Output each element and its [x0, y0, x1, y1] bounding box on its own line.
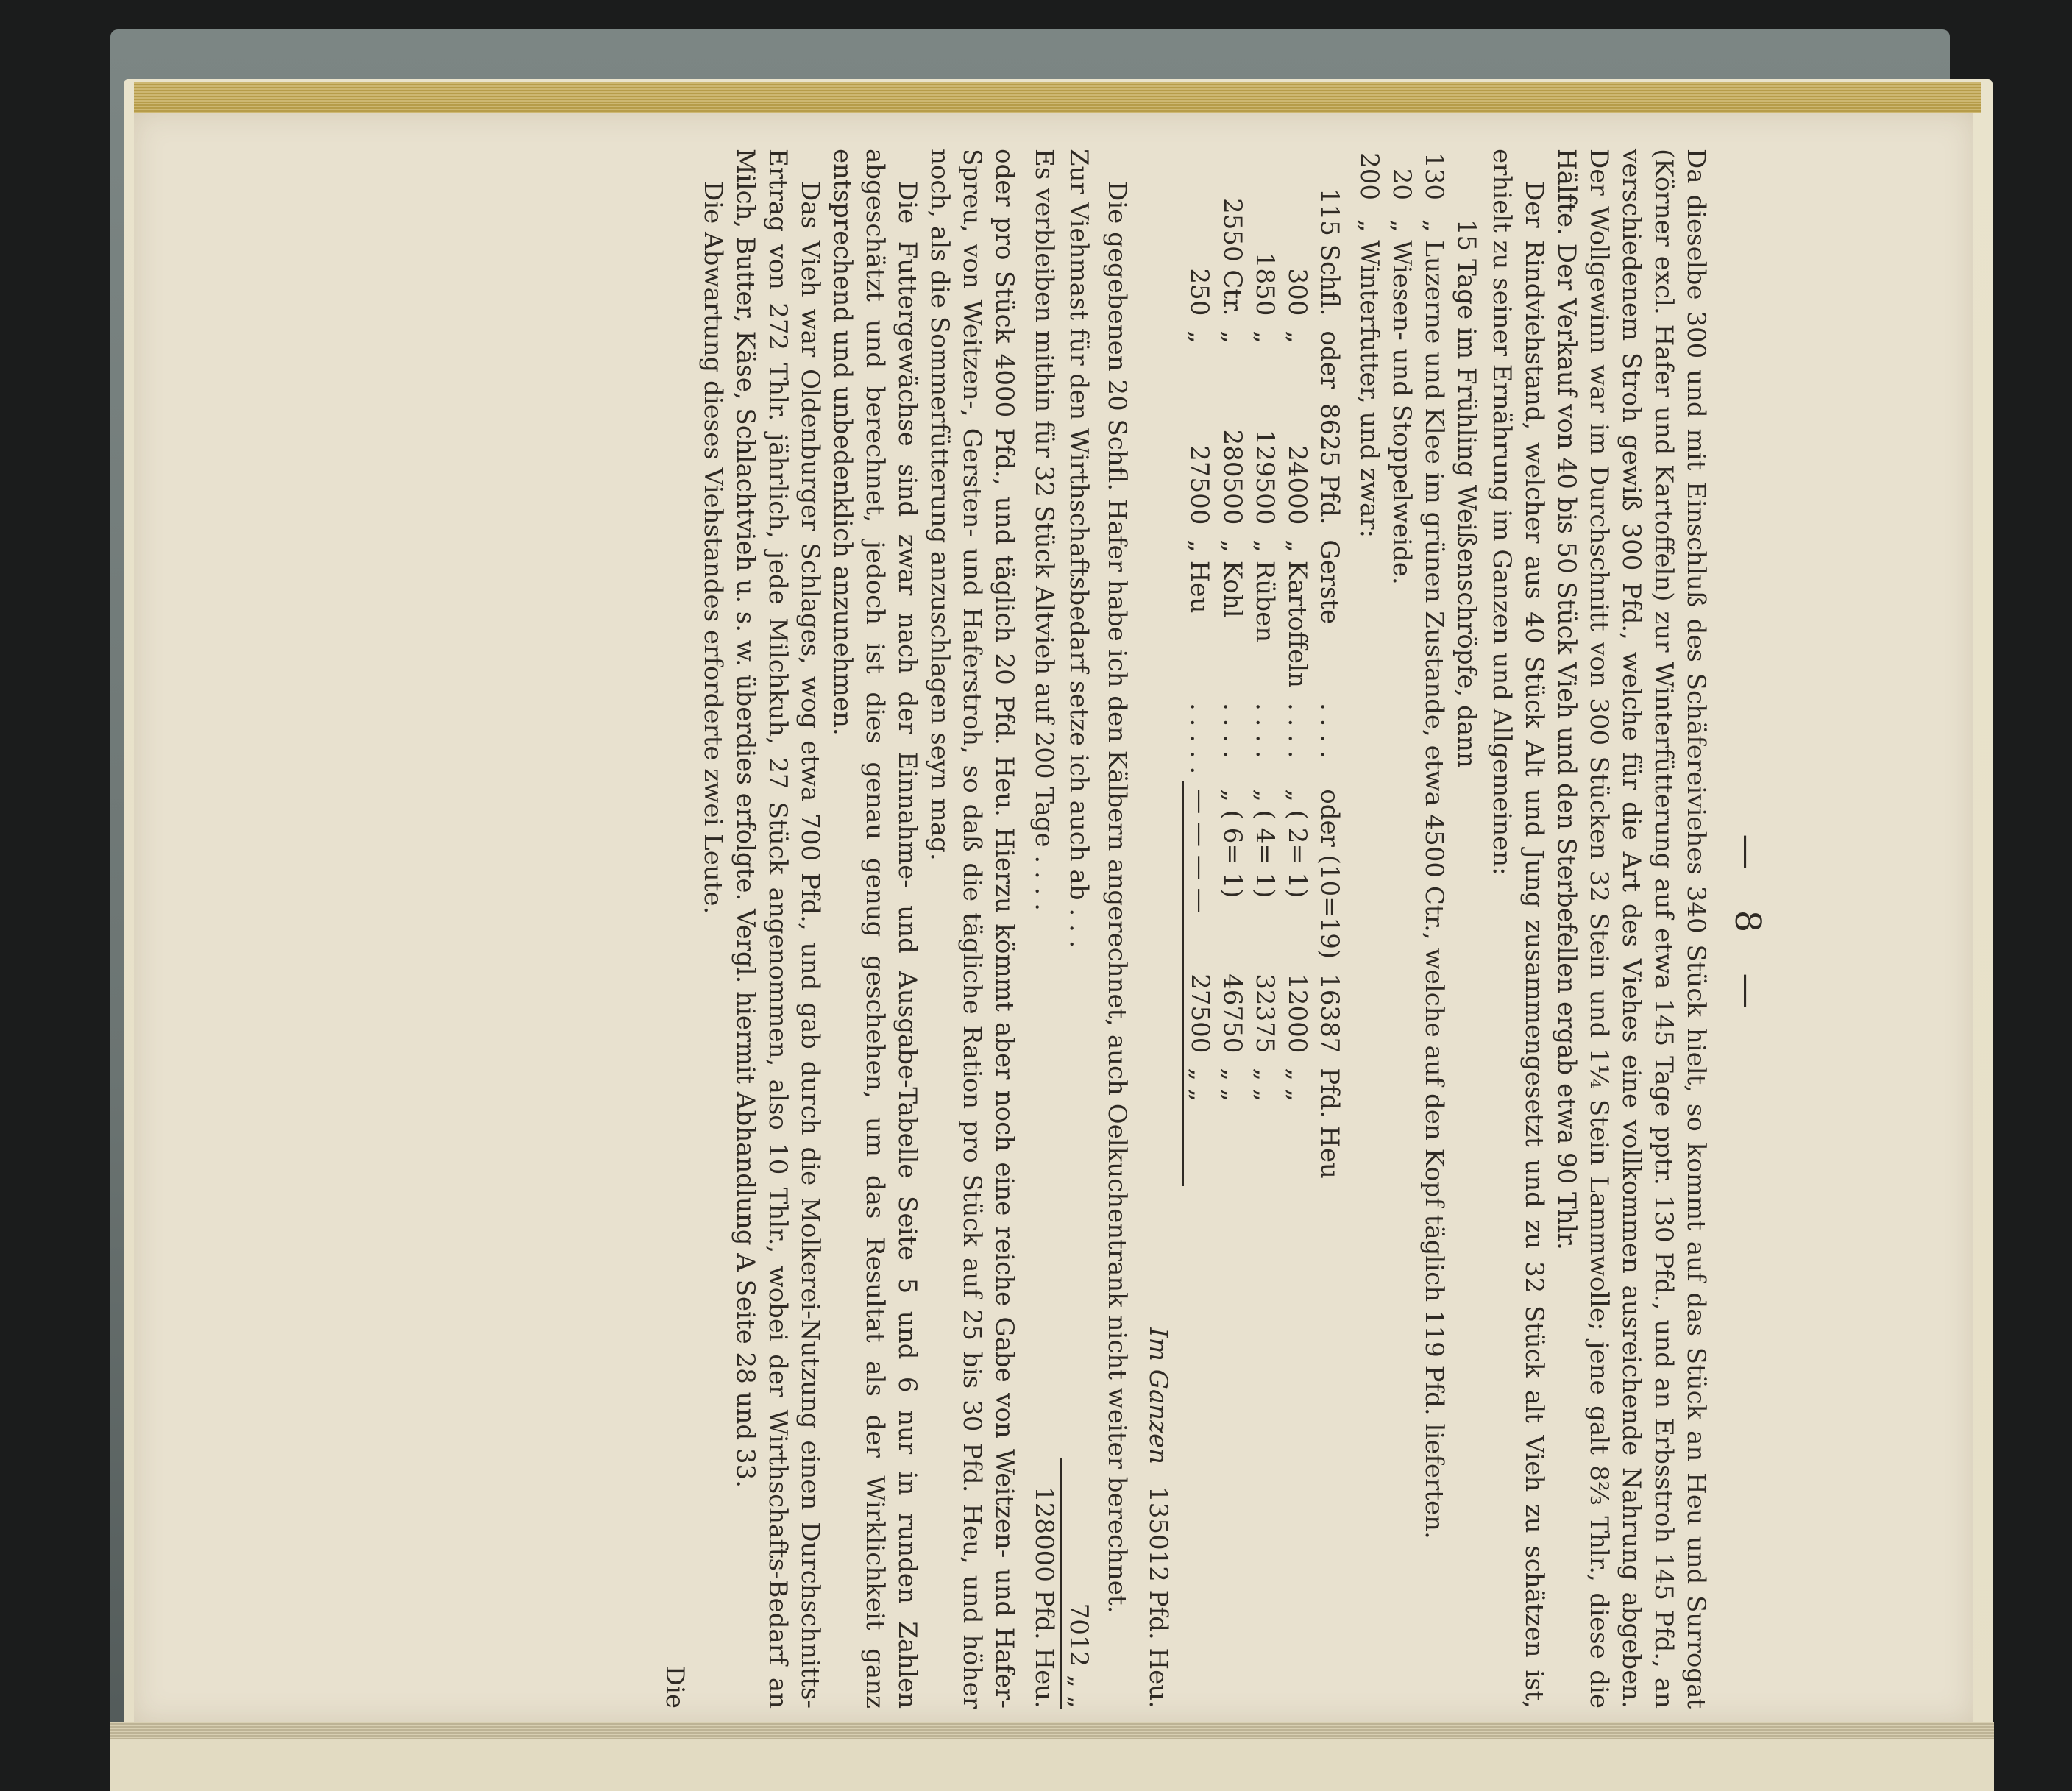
table-row: Zur Viehmast für den Wirthschaftsbedarf setze ich auch ab . . . 7012 „ „ — [1060, 149, 1095, 1709]
book-page — [134, 113, 1973, 1722]
deduction-rows — [1028, 149, 1095, 1709]
winter-feed-table — [1182, 181, 1346, 1186]
list-item: 200 „ Winterfutter, und zwar: — [1355, 152, 1384, 539]
rotated-text-block — [329, 149, 1768, 1709]
table-row: 250 „ 27500 „ Heu . . . . . — — — — 27500 „ „ — [1183, 181, 1217, 1186]
paragraph-2: Der Rindviehstand, welcher aus 40 Stück Alt und Jung zusammengesetzt und zu 32 Stück alt Vieh zu schätzen ist, erhielt zu seiner Ernährung im Ganzen und Allgemeinen: — [1487, 149, 1549, 1709]
facing-page-edge — [110, 1737, 1994, 1791]
feeding-list — [1353, 149, 1483, 1709]
table-row: 1850 „ 129500 „ Rüben . . . . „ ( 4= 1) 32375 „ „ — [1250, 252, 1280, 1102]
table-row: 115 Schfl. oder 8625 Pfd. Gerste . . . . oder (10=19) 16387 Pfd. Heu — [1315, 188, 1344, 1179]
gilt-page-edge — [134, 82, 1981, 113]
feed-total — [1142, 149, 1174, 1709]
list-item: 20 „ Wiesen- und Stoppelweide. — [1387, 168, 1416, 585]
paragraph-cattle: Das Vieh war Oldenburger Schlages, wog etwa 700 Pfd., und gab durch die Molkerei-Nutzung einen Durchschnitts-Ertrag von 272 Thlr. jährlich, jede Milchkuh, 27 Stück angenommen, also 10 Thlr., wobei der Wirthschafts-Bedarf an Milch, Butter, Käse, Schlachtvieh u. s. w. überdies erfolgte. Vergl. hiermit Abhandlung A Seite 28 und 33. — [731, 149, 825, 1709]
catchword: Die — [660, 1665, 689, 1709]
page-stack-edge — [110, 1722, 1994, 1739]
list-item: 130 „ Luzerne und Klee im grünen Zustande, etwa 4500 Ctr., welche auf den Kopf täglich 119 Pfd. lieferten. — [1419, 152, 1449, 1539]
total-label: Im Ganzen — [1143, 1327, 1173, 1465]
page-number: — 8 — — [1727, 834, 1768, 1024]
paragraph-fodder: Die Futtergewächse sind zwar nach der Einnahme- und Ausgabe-Tabelle Seite 5 und 6 nur in runden Zahlen abgeschätzt und berechnet, jedoch ist dies genau genug geschehen, um das Resultat als der Wirklichkeit ganz entsprechend und unbedenklich anzunehmen. — [828, 149, 922, 1709]
paragraph-care: Die Abwartung dieses Viehstandes erforderte zwei Leute. — [698, 181, 728, 915]
table-row: Es verbleiben mithin für 32 Stück Altvieh auf 200 Tage . . . . 128000 Pfd. Heu. — [1029, 149, 1059, 1709]
paragraph-calves: Die gegebenen 20 Schfl. Hafer habe ich den Kälbern angerechnet, auch Oelkuchentrank nicht weiter berechnet. — [1102, 181, 1132, 1614]
table-row: 300 „ 24000 „ Kartoffeln . . . . „ ( 2= 1) 12000 „ „ — [1282, 268, 1312, 1102]
list-item: 15 Tage im Frühling Weißenschröpfe, dann — [1452, 219, 1481, 768]
paragraph-ration: oder pro Stück 4000 Pfd., und täglich 20 Pfd. Heu. Hierzu kömmt aber noch eine reiche Gabe von Weitzen- und Hafer-Spreu, von Weitzen-, Gersten- und Haferstroh, so daß die tägliche Ration pro Stück auf 25 bis 30 Pfd. Heu, und höher noch, als die Sommerfütterung anzuschlagen seyn mag. — [925, 149, 1019, 1709]
total-value: 135012 Pfd. Heu. — [1143, 1486, 1173, 1709]
paragraph-1: Da dieselbe 300 und mit Einschluß des Schäfereiviehes 340 Stück hielt, so kommt auf das Stück an Heu und Surrogat (Körner excl. Hafer und Kartoffeln) zur Winterfütterung auf etwa 145 Tage pptr. 130 Pfd., und an Erbsstroh 145 Pfd., an verschiedenem Stroh gewiß 300 Pfd., welche für die Art des Viehes eine vollkommen ausreichende Nahrung abgeben. Der Wollgewinn war im Durchschnitt von 300 Stücken 32 Stein und 1¼ Stein Lammwolle; jene galt 8⅔ Thlr., diese die Hälfte. Der Verkauf von 40 bis 50 Stück Vieh und den Sterbefellen ergab etwa 90 Thlr. — [1552, 149, 1711, 1709]
table-row: 2550 Ctr. „ 280500 „ Kohl . . . . „ ( 6= 1) 46750 „ „ — [1218, 198, 1247, 1102]
